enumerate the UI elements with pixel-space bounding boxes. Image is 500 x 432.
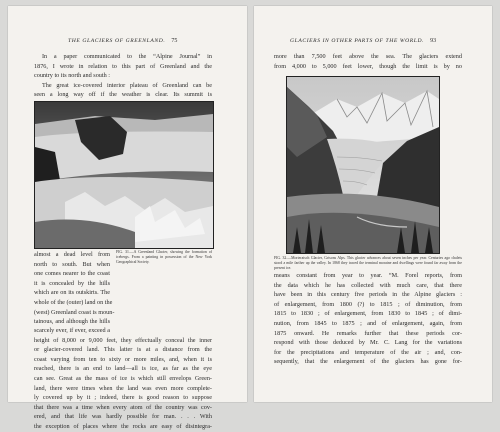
text-line: The great ice-covered interior plateau of Greenland can be	[42, 81, 212, 89]
text-line: one comes nearer to the coast	[34, 270, 110, 278]
text-line: nution, from 1845 to 1875 ; and of enlargement, again, from	[274, 319, 462, 327]
right-page	[254, 6, 492, 402]
text-line: or glacier-covered land. This latter is at a distance from the	[34, 346, 212, 354]
page-number: 93	[430, 38, 437, 44]
text-line: the exception of places where the rocks are easy of disintegra-	[34, 422, 212, 430]
text-line: reached, there is an end to land—all is ice, as far as the eye	[34, 365, 212, 373]
text-line: for the precipitations and temperature of the air ; and, con-	[274, 348, 462, 356]
text-line: country to its north and south :	[34, 72, 110, 80]
text-line: can see. Great as the mass of ice is which still envelops Green-	[34, 374, 212, 382]
header-title: THE GLACIERS OF GREENLAND.	[68, 38, 166, 44]
text-line: tainous, and although the hills	[34, 318, 110, 326]
text-line: the data which he has collected with much care, that there	[274, 281, 462, 289]
text-line: whole of the (outer) land on the	[34, 298, 113, 306]
left-page	[8, 6, 247, 430]
text-line: coast varying from ten to sixty or more miles, and, when it is	[34, 355, 212, 363]
text-line: means constant from year to year. “M. Forel reports, from	[274, 272, 462, 279]
figure-caption: FIG. 31.—A Greenland Glacier, showing the formation of icebergs. From a painting in possession of the New York Geographical Society.	[116, 250, 212, 264]
text-line: sequently, that the enlargement of the glaciers has gone for-	[274, 358, 462, 366]
text-line: ered, and that life was hardly possible for man. . . . With	[34, 413, 212, 421]
text-line: from 4,000 to 5,000 feet lower, though the limit is by no	[274, 62, 462, 70]
text-line: north to south. But when	[34, 260, 110, 268]
figure-caption: FIG. 32.—Morteratsch Glacier, Grisons Alps. This glacier advances about seven inches per year. Centuries ago chalets stood a mile farther up the valley. In 1868 they traced the terminal moraine and dwellings were found far away from the present ice.	[274, 256, 462, 270]
paragraph-bottom-left	[34, 326, 212, 432]
morteratsch-glacier-illustration	[286, 76, 440, 254]
header-title: GLACIERS IN OTHER PARTS OF THE WORLD.	[290, 38, 425, 44]
text-line: of enlargement, from 1800 (?) to 1815 ; of diminution, from	[274, 300, 462, 308]
paragraph-top-left	[34, 52, 212, 100]
text-line: which are on its outskirts. The	[34, 289, 110, 297]
text-line: 1815 to 1830 ; of enlargement, from 1830 to 1845 ; of dimi-	[274, 310, 462, 318]
running-header-right	[290, 38, 436, 44]
page-number: 75	[171, 38, 178, 44]
paragraph-bottom-right	[274, 271, 462, 367]
greenland-glacier-illustration	[34, 101, 214, 249]
text-line: In a paper communicated to the “Alpine Journal” in	[42, 53, 212, 60]
text-line: almost a dead level from	[34, 251, 110, 258]
text-line: 1876, I wrote in relation to this part of Greenland and the	[34, 62, 212, 70]
text-line: 1875 onward. He remarks further that these periods cor-	[274, 329, 462, 337]
text-line: land, there were times when the land was even more complete-	[34, 384, 212, 392]
paragraph-wrap-left	[34, 250, 115, 327]
text-line: ly covered up by it ; indeed, there is good reason to suppose	[34, 394, 212, 402]
text-line: height of 8,000 or 9,000 feet, they effectually conceal the inner	[34, 336, 212, 344]
paragraph-top-right	[274, 52, 462, 71]
text-line: it is concealed by the hills	[34, 279, 110, 287]
running-header-left	[68, 38, 177, 44]
text-line: more than 7,500 feet above the sea. The glaciers extend	[274, 53, 462, 60]
text-line: respond with those deduced by Mr. C. Lang for the variations	[274, 339, 462, 347]
text-line: have been in this century five periods in the Alpine glaciers :	[274, 291, 462, 299]
text-line: scarcely ever, if ever, exceed a	[34, 327, 110, 334]
text-line: that there was a time when every atom of the country was cov-	[34, 403, 212, 411]
text-line: (west) Greenland coast is moun-	[34, 308, 115, 316]
text-line: seen a long way off if the weather is clear. Its summit is	[34, 91, 212, 99]
